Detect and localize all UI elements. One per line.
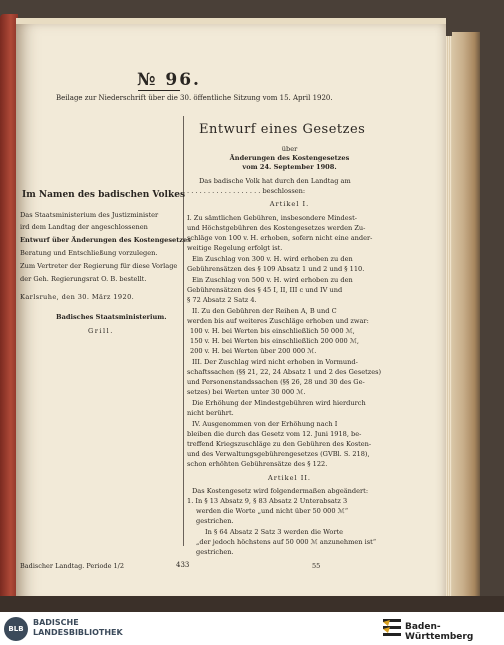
- preamble: Das badische Volk hat durch den Landtag am: [199, 177, 351, 185]
- artikel-line: schaftssachen (§§ 21, 22, 24 Absatz 1 und 2 des Gesetzes): [187, 368, 382, 376]
- artikel-line: In § 64 Absatz 2 Satz 3 werden die Worte: [205, 528, 344, 536]
- artikel-line: bleiben die durch das Gesetz vom 12. Juni 1918, be-: [187, 430, 362, 438]
- state-name: Baden-Württemberg: [405, 622, 474, 642]
- artikel-line: gestrichen.: [196, 517, 234, 525]
- artikel-line: § 72 Absatz 2 Satz 4.: [187, 296, 257, 304]
- law-subtitle: vom 24. September 1908.: [242, 163, 337, 171]
- artikel-line: „der jedoch höchstens auf 50 000 ℳ anzunehmen ist“: [196, 538, 377, 546]
- left-line: Das Staatsministerium des Justizminister: [20, 211, 159, 219]
- artikel-heading: Artikel I.: [269, 200, 310, 208]
- preamble: . . . . . . . . . . . . . . . . . . beschlossen:: [187, 187, 306, 195]
- book-cover-right: [452, 32, 480, 602]
- library-name-line1: BADISCHE: [33, 618, 79, 627]
- artikel-line: Gebührensätzen des § 109 Absatz 1 und 2 und § 110.: [187, 265, 365, 273]
- library-name-line2: LANDESBIBLIOTHEK: [33, 628, 123, 637]
- artikel-line: schon erhöhten Gebührensätze des § 122.: [187, 460, 328, 468]
- left-signature: Grill.: [88, 327, 114, 335]
- title-rule: [138, 90, 180, 91]
- law-title: Entwurf eines Gesetzes: [199, 122, 366, 137]
- left-signature-title: Badisches Staatsministerium.: [56, 313, 167, 321]
- artikel-line: und Höchstgebühren des Kostengesetzes werden Zu-: [187, 224, 366, 232]
- artikel-line: III. Der Zuschlag wird nicht erhoben in Vormund-: [192, 358, 358, 366]
- artikel-line: gestrichen.: [196, 548, 234, 556]
- artikel-line: nicht berührt.: [187, 409, 234, 417]
- artikel-line: IV. Ausgenommen von der Erhöhung nach I: [192, 420, 338, 428]
- left-line: Zum Vertreter der Regierung für diese Vorlage: [20, 262, 178, 270]
- left-line: der Geh. Regierungsrat O. B. bestellt.: [20, 275, 147, 283]
- library-name: [33, 618, 123, 638]
- artikel-line: Ein Zuschlag von 500 v. H. wird erhoben zu den: [192, 276, 353, 284]
- left-line: ird dem Landtag der angeschlossenen: [20, 223, 148, 231]
- artikel-line: und Personenstandssachen (§§ 26, 28 und 30 des Ge-: [187, 378, 365, 386]
- artikel-line: Gebührensätzen des § 45 I, II, III c und IV und: [187, 286, 343, 294]
- column-divider: [183, 116, 184, 546]
- artikel-line: 100 v. H. bei Werten bis einschließlich 50 000 ℳ,: [190, 327, 355, 335]
- artikel-line: II. Zu den Gebühren der Reihen A, B und C: [192, 307, 337, 315]
- artikel-line: setzes) bei Werten unter 30 000 ℳ.: [187, 388, 306, 396]
- left-heading: Im Namen des badischen Volkes: [22, 190, 186, 200]
- artikel-line: 1. In § 13 Absatz 9, § 83 Absatz 2 Unterabsatz 3: [187, 497, 348, 505]
- left-date: Karlsruhe, den 30. März 1920.: [20, 293, 135, 301]
- bottom-shadow: [0, 596, 504, 612]
- law-subtitle: über: [281, 145, 298, 153]
- folio-right: 55: [312, 562, 321, 570]
- artikel-line: und des Verwaltungsgebührengesetzes (GVBl. S. 218),: [187, 450, 370, 458]
- left-line: Entwurf über Änderungen des Kostengesetzes: [20, 236, 191, 244]
- left-line: Beratung und Entschließung vorzulegen.: [20, 249, 158, 257]
- document-number: № 96.: [137, 70, 201, 90]
- folio-left: Badischer Landtag. Periode 1/2: [20, 562, 124, 570]
- artikel-line: weitige Regelung erfolgt ist.: [187, 244, 283, 252]
- artikel-line: Ein Zuschlag von 300 v. H. wird erhoben zu den: [192, 255, 353, 263]
- bw-lions-icon: [382, 617, 402, 639]
- artikel-line: Die Erhöhung der Mindestgebühren wird hierdurch: [192, 399, 366, 407]
- folio-center: 433: [176, 561, 190, 569]
- artikel-line: Das Kostengesetz wird folgendermaßen abgeändert:: [192, 487, 369, 495]
- blb-logo-badge: BLB: [4, 617, 28, 641]
- artikel-line: werden bis auf weiteres Zuschläge erhoben und zwar:: [187, 317, 369, 325]
- artikel-line: schläge von 100 v. H. erhoben, sofern nicht eine ander-: [187, 234, 373, 242]
- law-subtitle: Änderungen des Kostengesetzes: [229, 154, 350, 162]
- artikel-line: 150 v. H. bei Werten bis einschließlich 200 000 ℳ,: [190, 337, 359, 345]
- artikel-heading: Artikel II.: [267, 474, 312, 482]
- artikel-line: 200 v. H. bei Werten über 200 000 ℳ.: [190, 347, 317, 355]
- artikel-line: I. Zu sämtlichen Gebühren, insbesondere Mindest-: [187, 214, 357, 222]
- artikel-line: treffend Kriegszuschläge zu den Gebühren des Kosten-: [187, 440, 372, 448]
- beilage-line: Beilage zur Niederschrift über die 30. öffentliche Sitzung vom 15. April 1920.: [56, 94, 333, 102]
- artikel-line: werden die Worte „und nicht über 50 000 ℳ“: [196, 507, 349, 515]
